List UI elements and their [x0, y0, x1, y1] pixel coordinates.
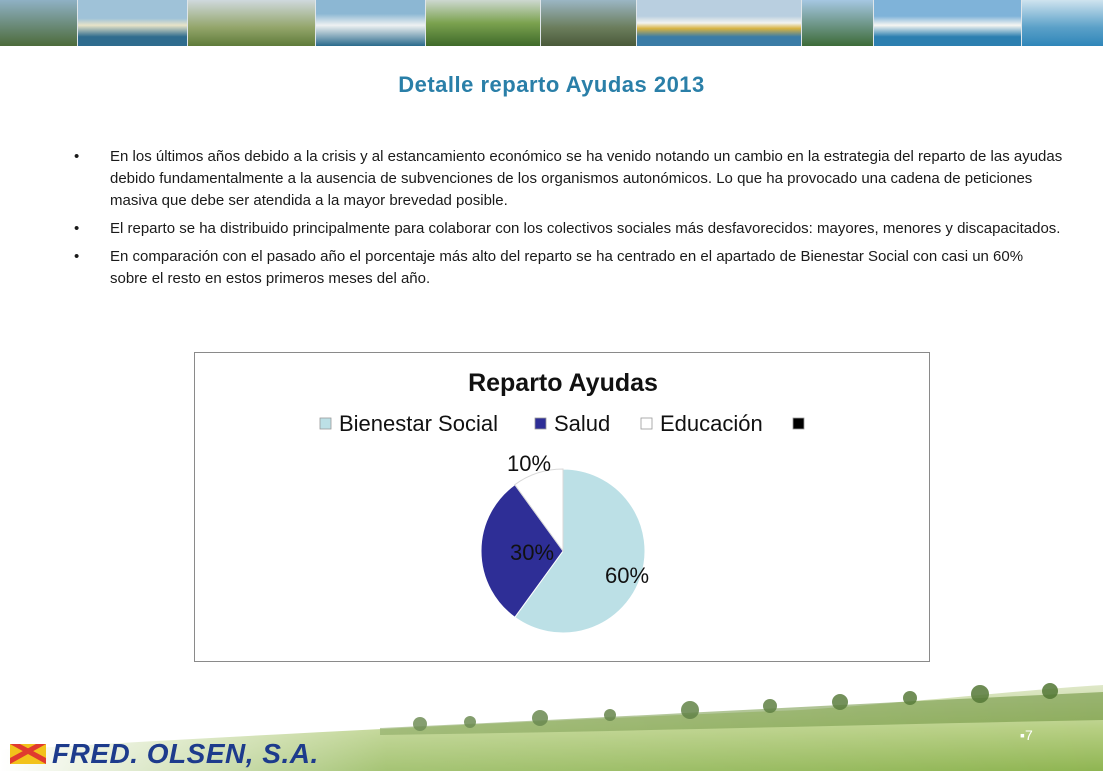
page-number-prefix: ▪ [1020, 727, 1025, 743]
legend-entry [320, 411, 498, 436]
legend-swatch [535, 418, 546, 429]
bullet-item [74, 218, 1064, 240]
legend-label: Educación [660, 411, 763, 436]
legend-label: Salud [554, 411, 611, 436]
header-photo-strip [0, 0, 1103, 46]
legend-swatch [641, 418, 652, 429]
pie-data-label: 30% [510, 540, 555, 565]
photo-fairway [426, 0, 541, 46]
pie-data-label: 60% [605, 563, 650, 588]
photo-ferry-2 [316, 0, 426, 46]
pie-chart-frame [194, 352, 930, 662]
legend-swatch [320, 418, 331, 429]
chart-title: Reparto Ayudas [468, 369, 658, 397]
bullet-text: En comparación con el pasado año el porcentaje más alto del reparto se ha centrado en el apartado de Bienestar Social con casi un 60% sobre el resto en estos primeros meses del año. [110, 248, 1024, 287]
chart-legend [320, 411, 804, 436]
bullet-dot: • [74, 220, 80, 237]
photo-fast-ferry [874, 0, 1023, 46]
bullet-text: En los últimos años debido a la crisis y al estancamiento económico se ha venido notando un cambio en la estrategia del reparto de las ayudas debido fundamentalmente a la ausencia de subvenciones de los organismos autonómicos. Lo que ha provocado una cadena de peticiones masiva que debe ser atendida a la mayor brevedad posible. [110, 148, 1063, 209]
slide-title: Detalle reparto Ayudas 2013 [398, 72, 705, 97]
bullet-item [74, 246, 1064, 290]
page-number [1020, 727, 1033, 743]
bullet-list [74, 146, 1064, 296]
legend-entry [793, 418, 804, 429]
bullet-text: El reparto se ha distribuido principalmente para colaborar con los colectivos sociales más desfavorecidos: mayores, menores y discapacitados. [110, 220, 1061, 237]
legend-entry [535, 411, 610, 436]
photo-golf [188, 0, 316, 46]
pie-data-label: 10% [507, 451, 552, 476]
brand-name: FRED. OLSEN, S.A. [52, 738, 319, 769]
pie-slices [481, 469, 645, 633]
photo-ferry [78, 0, 188, 46]
photo-pool [1022, 0, 1103, 46]
bullet-dot: • [74, 248, 80, 265]
legend-label: Bienestar Social [339, 411, 498, 436]
legend-entry [641, 411, 763, 436]
photo-palms [802, 0, 874, 46]
bullet-item [74, 146, 1064, 212]
bullet-dot: • [74, 148, 80, 165]
page-number-value: 7 [1024, 727, 1033, 743]
brand-logo [10, 738, 319, 770]
legend-swatch [793, 418, 804, 429]
photo-villa [0, 0, 78, 46]
photo-landscape [541, 0, 637, 46]
fred-olsen-flag-icon [10, 742, 46, 766]
photo-harbour [637, 0, 802, 46]
pie-chart [195, 353, 928, 660]
